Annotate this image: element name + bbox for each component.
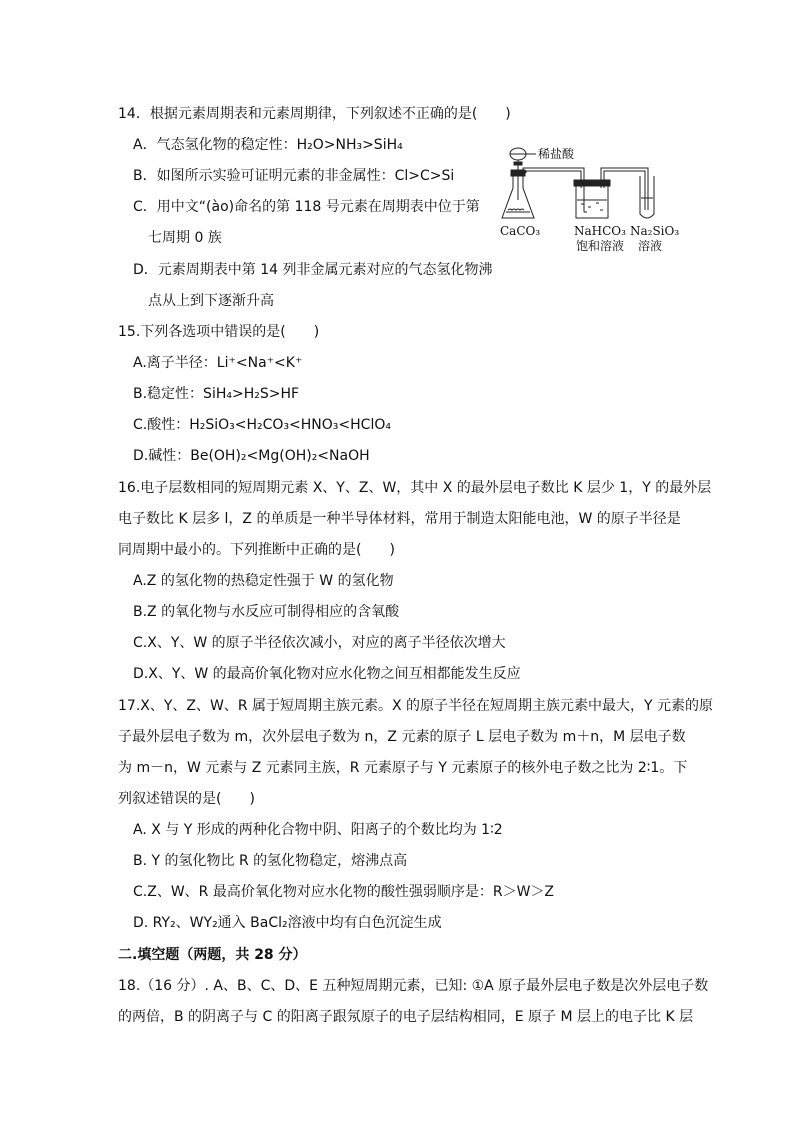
q17-option-a: A. X 与 Y 形成的两种化合物中阴、阳离子的个数比均为 1∶2: [133, 822, 503, 838]
label-dilute-hcl: 稀盐酸: [538, 147, 575, 161]
q14-option-d-line1: D．元素周期表中第 14 列非金属元素对应的气态氢化物沸: [133, 262, 493, 278]
q17-option-c: C.Z、W、R 最高价氧化物对应水化物的酸性强弱顺序是：R＞W＞Z: [133, 884, 554, 900]
q14-option-c-line2: 七周期 0 族: [148, 230, 222, 246]
q15-option-c: C.酸性：H₂SiO₃<H₂CO₃<HNO₃<HClO₄: [133, 417, 391, 433]
q16-stem-line2: 电子数比 K 层多 l，Z 的单质是一种半导体材料，常用于制造太阳能电池，W 的原子半径是: [118, 511, 681, 527]
q14-option-c-line1: C．用中文“(ào)命名的第 118 号元素在周期表中位于第: [133, 199, 480, 215]
q17-option-b: B. Y 的氢化物比 R 的氢化物稳定，熔沸点高: [133, 853, 408, 869]
q15-option-a: A.离子半径：Li⁺<Na⁺<K⁺: [133, 355, 303, 371]
q15-stem: 15.下列各选项中错误的是( ): [118, 324, 320, 340]
q16-option-b: B.Z 的氧化物与水反应可制得相应的含氧酸: [133, 604, 400, 620]
q17-stem-line1: 17.X、Y、Z、W、R 属于短周期主族元素。X 的原子半径在短周期主族元素中最大，Y 元素的原: [118, 698, 714, 714]
experiment-apparatus-diagram: [496, 140, 696, 255]
label-caco3: CaCO₃: [500, 224, 541, 238]
q17-stem-line3: 为 m－n，W 元素与 Z 元素同主族，R 元素原子与 Y 元素原子的核外电子数之比为 2∶1。下: [118, 760, 688, 776]
section-heading-fill-in: 二.填空题（两题，共 28 分）: [118, 947, 307, 963]
label-saturated-solution: 饱和溶液: [576, 239, 625, 253]
q15-option-d: D.碱性：Be(OH)₂<Mg(OH)₂<NaOH: [133, 448, 370, 464]
q18-line2: 的两倍，B 的阴离子与 C 的阳离子跟氖原子的电子层结构相同，E 原子 M 层上的电子比 K 层: [118, 1009, 694, 1025]
q16-stem-line3: 同周期中最小的。下列推断中正确的是( ): [118, 542, 395, 558]
q17-option-d: D. RY₂、WY₂通入 BaCl₂溶液中均有白色沉淀生成: [133, 915, 442, 931]
label-nahco3: NaHCO₃: [574, 224, 626, 238]
label-na2sio3: Na₂SiO₃: [630, 224, 680, 238]
q16-stem-line1: 16.电子层数相同的短周期元素 X、Y、Z、W，其中 X 的最外层电子数比 K 层少 1，Y 的最外层: [118, 480, 712, 496]
q17-stem-line2: 子最外层电子数为 m，次外层电子数为 n，Z 元素的原子 L 层电子数为 m＋n，M 层电子数: [118, 729, 686, 745]
q14-option-b: B．如图所示实验可证明元素的非金属性：Cl>C>Si: [133, 168, 455, 184]
q15-option-b: B.稳定性：SiH₄>H₂S>HF: [133, 386, 300, 402]
q14-stem: 14．根据元素周期表和元素周期律，下列叙述不正确的是( ): [118, 106, 511, 122]
q16-option-a: A.Z 的氢化物的热稳定性强于 W 的氢化物: [133, 573, 394, 589]
q17-stem-line4: 列叙述错误的是( ): [118, 791, 255, 807]
q14-option-a: A．气态氢化物的稳定性：H₂O>NH₃>SiH₄: [133, 137, 403, 153]
q18-line1: 18.（16 分）. A、B、C、D、E 五种短周期元素，已知: ①A 原子最外层电子数是次外层电子数: [118, 978, 709, 994]
label-solution: 溶液: [638, 239, 663, 253]
q16-option-c: C.X、Y、W 的原子半径依次减小，对应的离子半径依次增大: [133, 635, 506, 651]
q14-option-d-line2: 点从上到下逐渐升高: [148, 293, 274, 309]
q16-option-d: D.X、Y、W 的最高价氧化物对应水化物之间互相都能发生反应: [133, 666, 521, 682]
